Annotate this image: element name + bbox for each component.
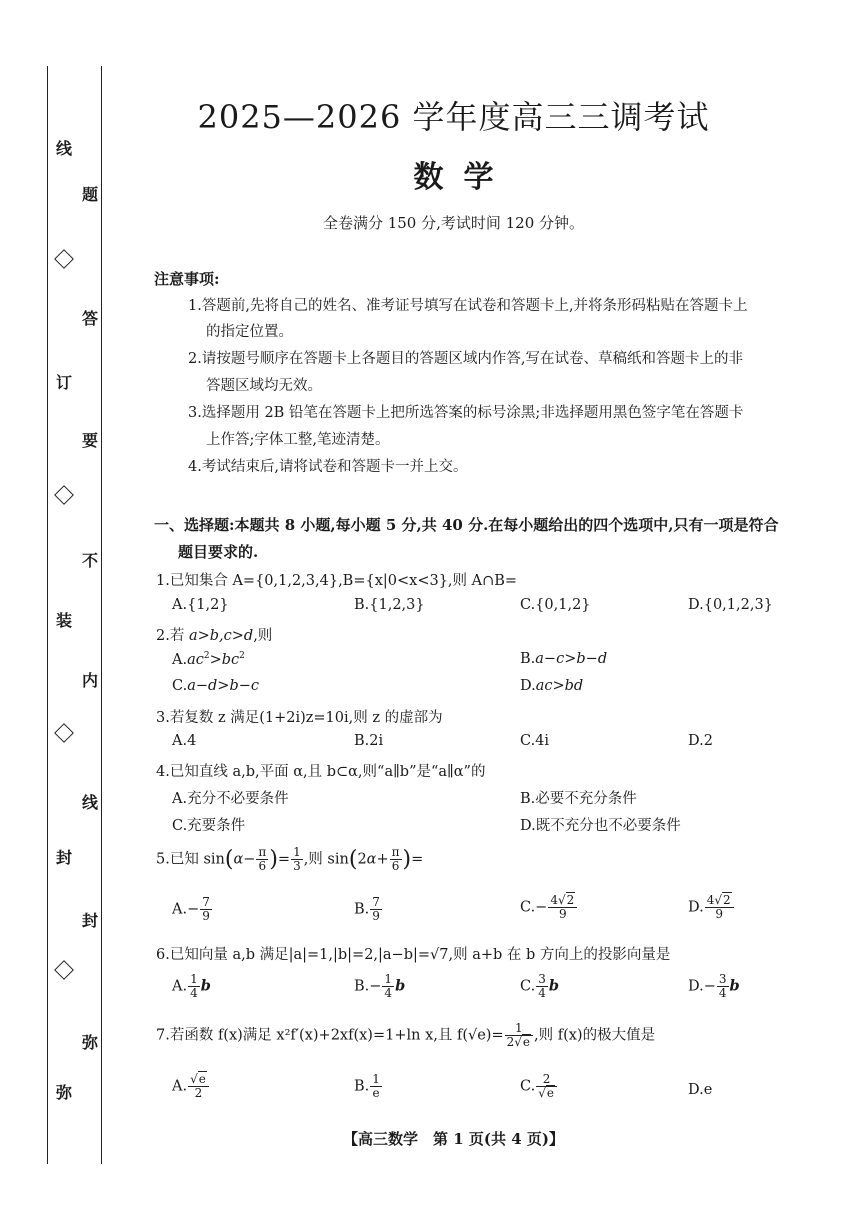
subject-title: [0, 152, 867, 196]
notice-item: 4.考试结束后,请将试卷和答题卡一并上交。: [188, 459, 468, 475]
question-3-stem: 3.若复数 z 满足(1+2i)z=10i,则 z 的虚部为: [156, 710, 443, 726]
binding-char: 封: [55, 848, 72, 867]
binding-char: 题: [81, 185, 98, 204]
question-5-stem: 5.已知 sin(α− $\frac{\pi}{6}$ )= $\frac{1}{3}$ ,则 sin(2α+ $\frac{\pi}{6}$ )=: [156, 845, 424, 873]
binding-char: 线: [55, 139, 72, 158]
subject-char: 学: [463, 160, 494, 195]
notice-item: 的指定位置。: [206, 324, 293, 340]
page-footer: 【高三数学 第 1 页(共 4 页)】: [343, 1130, 564, 1148]
exam-info: 全卷满分 150 分,考试时间 120 分钟。: [322, 214, 585, 232]
question-5-option-c: C.− $\frac{4√2}{9}$: [520, 894, 578, 921]
question-4-option-a: A.充分不必要条件: [172, 791, 289, 807]
question-1-option-d: D.{0,1,2,3}: [688, 597, 773, 613]
question-1-stem: 1.已知集合 A={0,1,2,3,4},B={x|0<x<3},则 A∩B=: [156, 573, 518, 589]
notice-item: 1.答题前,先将自己的姓名、准考证号填写在试卷和答题卡上,并将条形码粘贴在答题卡上: [188, 298, 748, 314]
question-6-option-d: D.− $\frac{3}{4}$ b: [688, 972, 740, 1000]
question-5-option-d: D. $\frac{4√2}{9}$: [688, 894, 735, 921]
question-4-option-b: B.必要不充分条件: [520, 791, 637, 807]
notice-heading: 注意事项:: [154, 270, 220, 288]
question-1-option-a: A.{1,2}: [172, 597, 229, 613]
question-1-option-b: B.{1,2,3}: [354, 597, 425, 613]
notice-item: 答题区域均无效。: [206, 378, 322, 394]
notice-item: 3.选择题用 2B 铅笔在答题卡上把所选答案的标号涂黑;非选择题用黑色签字笔在答题卡: [188, 405, 744, 421]
exam-title: 2025—2026 学年度高三三调考试: [197, 98, 710, 136]
question-2-option-c: C.a−d>b−c: [172, 678, 260, 694]
question-6-stem: 6.已知向量 a,b 满足|a|=1,|b|=2,|a−b|=√7,则 a+b 在 b 方向上的投影向量是: [156, 947, 671, 963]
diamond-icon: [54, 723, 74, 743]
binding-char: 弥: [81, 1033, 98, 1052]
question-3-option-b: B.2i: [354, 733, 384, 749]
notice-item: 上作答;字体工整,笔迹清楚。: [206, 432, 390, 448]
question-2-condition: a>b,c>d: [188, 628, 254, 644]
question-4-option-c: C.充要条件: [172, 818, 246, 834]
question-7-stem: 7.若函数 f(x)满足 x²f′(x)+2xf(x)=1+ln x,且 f(√e)= $\frac{1}{2√e}$ ,则 f(x)的极大值是: [156, 1021, 656, 1049]
question-6-option-c: C. $\frac{3}{4}$ b: [520, 972, 559, 1000]
question-1-option-c: C.{0,1,2}: [520, 597, 591, 613]
binding-char: 弥: [55, 1083, 72, 1102]
notice-item: 2.请按题号顺序在答题卡上各题目的答题区域内作答,写在试卷、草稿纸和答题卡上的非: [188, 351, 743, 367]
question-7-option-c: C. $\frac{2}{√e}$: [520, 1073, 558, 1100]
question-7-option-d: D.e: [688, 1082, 713, 1098]
binding-char: 要: [81, 431, 98, 450]
binding-char: 不: [81, 551, 98, 570]
binding-char: 订: [55, 373, 72, 392]
question-5-option-a: A.− $\frac{7}{9}$: [172, 895, 210, 923]
question-4-stem: 4.已知直线 a,b,平面 α,且 b⊂α,则“a∥b”是“a∥α”的: [156, 764, 486, 780]
question-3-option-a: A.4: [172, 733, 197, 749]
question-5-option-b: B. $\frac{7}{9}$: [354, 895, 380, 923]
question-4-option-d: D.既不充分也不必要条件: [520, 818, 681, 834]
question-2-option-a: $A.ac^2>bc^2$: [172, 651, 245, 668]
binding-char: 内: [81, 671, 98, 690]
question-2-option-b: B.a−c>b−d: [520, 651, 608, 667]
question-2-option-d: D.ac>bd: [520, 678, 584, 694]
binding-char: 线: [81, 793, 98, 812]
question-2-stem: 2.若 a>b,c>d,则: [156, 628, 273, 644]
diamond-icon: [54, 960, 74, 980]
binding-char: 封: [81, 911, 98, 930]
question-6-option-b: B.− $\frac{1}{4}$ b: [354, 972, 406, 1000]
binding-char: 答: [81, 309, 98, 328]
question-7-option-b: B. $\frac{1}{e}$: [354, 1072, 380, 1100]
question-3-option-d: D.2: [688, 733, 713, 749]
question-3-option-c: C.4i: [520, 733, 550, 749]
question-7-option-a: A. $\frac{√e}{2}$: [172, 1073, 210, 1100]
diamond-icon: [54, 249, 74, 269]
section-heading-cont: 题目要求的.: [178, 543, 259, 561]
section-heading: 一、选择题:本题共 8 小题,每小题 5 分,共 40 分.在每小题给出的四个选项中,只有一项是符合: [154, 516, 779, 534]
subject-char: 数: [413, 160, 444, 195]
binding-char: 装: [55, 611, 72, 630]
question-6-option-a: A. $\frac{1}{4}$ b: [172, 972, 211, 1000]
diamond-icon: [54, 485, 74, 505]
